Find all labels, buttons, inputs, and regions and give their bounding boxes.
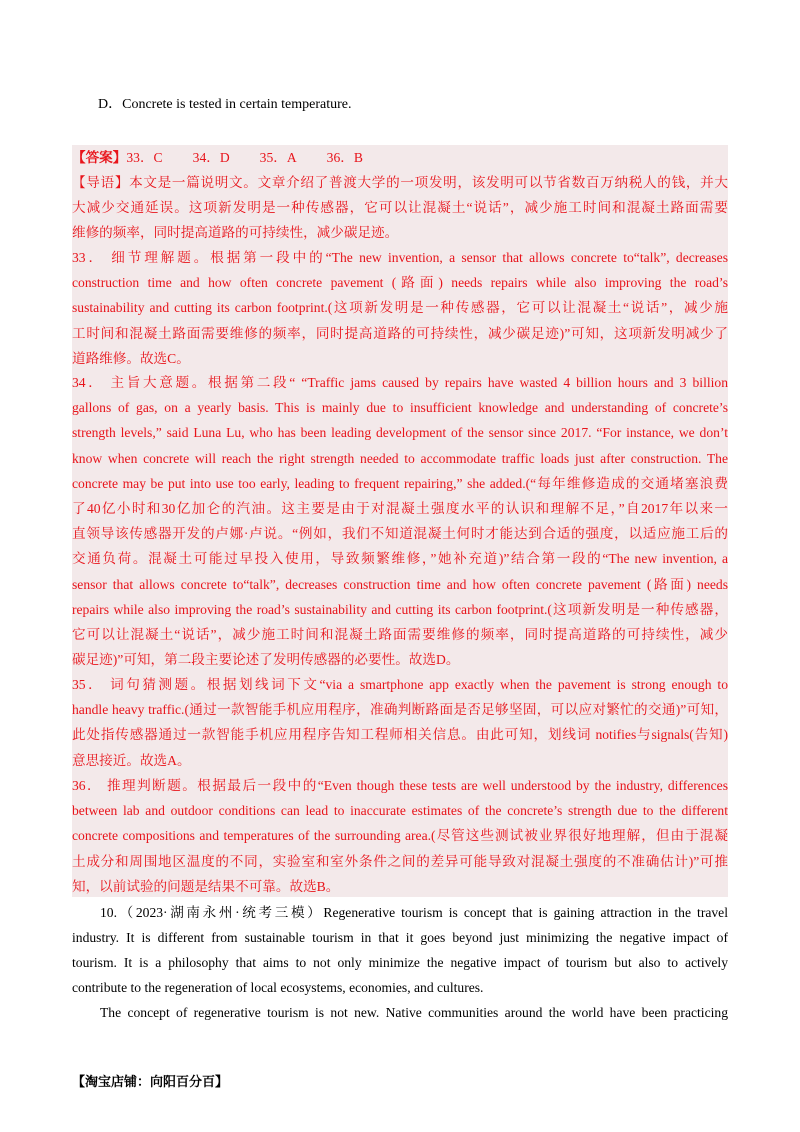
question-line: 10.（2023·湖南永州·统考三模）Regenerative tourism is concept that is gaining attraction in the travel — [100, 905, 728, 920]
explanation-line: repairs while also improving the road’s sustainability and cutting its carbon footprint.(这项新发明是一种传感器， — [72, 601, 728, 617]
explanation-line: concrete compositions and temperatures of the surrounding area.(尽管这些测试被业界很好地理解，但由于混凝 — [72, 828, 728, 844]
answer-key — [72, 145, 728, 170]
explanation-line: 土成分和周围地区温度的不同，实验室和室外条件之间的差异可能导致对混凝土强度的不准确估计)”可推 — [72, 853, 728, 869]
question-line: contribute to the regeneration of local ecosystems, economies, and cultures. — [72, 980, 484, 995]
explanation-line: 工时间和混凝土路面需要维修的频率，同时提高道路的可持续性，减少碳足迹)”可知，这项新发明减少了 — [72, 325, 728, 341]
guide-line: 大减少交通延误。这项新发明是一种传感器，它可以让混凝土“说话”，减少施工时间和混凝土路面需要 — [72, 200, 728, 216]
explanation-line: know when concrete will reach the right strength needed to accommodate traffic loads just after construction. The — [72, 450, 728, 466]
guide-paragraph — [72, 170, 728, 246]
explanation-34 — [72, 370, 728, 672]
explanation-line: 它可以让混凝土“说话”，减少施工时间和混凝土路面需要维修的频率，同时提高道路的可持续性，减少 — [72, 626, 728, 642]
answer-tag: 【答案】 — [72, 150, 127, 165]
explanation-line: sustainability and cutting its carbon footprint.(这项新发明是一种传感器，它可以让混凝土“说话”，减少施 — [72, 300, 728, 316]
explanation-line: 直领导该传感器开发的卢娜·卢说。“例如，我们不知道混凝土何时才能达到合适的强度，以适应施工后的 — [72, 526, 728, 542]
explanation-line: 34． 主旨大意题。根据第二段“ “Traffic jams caused by repairs have wasted 4 billion hours and 3 billion — [72, 375, 728, 390]
explanation-line: 交通负荷。混凝土可能过早投入使用，导致频繁维修，”她补充道)”结合第一段的“The new invention, a — [72, 551, 728, 567]
option-d: D．Concrete is tested in certain temperature. — [98, 97, 352, 112]
explanation-line: 道路维修。故选C。 — [72, 350, 190, 366]
explanation-line: 意思接近。故选A。 — [72, 752, 191, 768]
guide-line: 【导语】本文是一篇说明文。文章介绍了普渡大学的一项发明，该发明可以节省数百万纳税人的钱，并大 — [72, 175, 728, 190]
explanation-line: gallons of gas, on a yearly basis. This is mainly due to insufficient knowledge and understanding of concrete’s — [72, 400, 728, 416]
answer-item: 34．D — [192, 150, 230, 165]
explanation-line: handle heavy traffic.(通过一款智能手机应用程序，准确判断路面是否足够坚固，可以应对繁忙的交通)”可知， — [72, 702, 728, 718]
explanation-line: construction time and how often concrete pavement (路面) needs repairs while also improving the road’s — [72, 275, 728, 291]
question-10 — [72, 900, 728, 1025]
explanation-line: 了40亿小时和30亿加仑的汽油。这主要是由于对混凝土强度水平的认识和理解不足，”自2017年以来一 — [72, 500, 728, 516]
footer-shop-label: 【淘宝店铺：向阳百分百】 — [72, 1074, 229, 1089]
explanation-36 — [72, 773, 728, 899]
explanation-line: 此处指传感器通过一款智能手机应用程序告知工程师相关信息。由此可知，划线词 notifies与signals(告知) — [72, 727, 728, 743]
explanation-line: 36． 推理判断题。根据最后一段中的“Even though these tests are well understood by the industry, differences — [72, 778, 728, 793]
answer-item: 36．B — [326, 150, 363, 165]
explanation-line: strength levels,” said Luna Lu, who has been leading development of the sensor since 2017. “For instance, we don’t — [72, 425, 728, 441]
question-line: industry. It is different from sustainable tourism in that it goes beyond just minimizing the negative impact of — [72, 930, 728, 945]
question-line: The concept of regenerative tourism is not new. Native communities around the world have been practicing — [100, 1005, 728, 1020]
explanation-line: sensor that allows concrete to“talk”, decreases construction time and how often concrete pavement (路面) needs — [72, 576, 728, 592]
explanation-line: concrete may be put into use too early, leading to frequent repairing,” she added.(“每年维修造成的交通堵塞浪费 — [72, 475, 728, 491]
guide-line: 维修的频率，同时提高道路的可持续性，减少碳足迹。 — [72, 225, 399, 241]
question-line: tourism. It is a philosophy that aims to not only minimize the negative impact of tourism but also to actively — [72, 955, 728, 970]
answer-item: 35．A — [259, 150, 297, 165]
explanation-line: between lab and outdoor conditions can lead to inaccurate estimates of the concrete’s strength due to the different — [72, 803, 728, 819]
explanation-line: 碳足迹)”可知，第二段主要论述了发明传感器的必要性。故选D。 — [72, 652, 460, 668]
explanation-line: 35． 词句猜测题。根据划线词下文“via a smartphone app exactly when the pavement is strong enough to — [72, 677, 728, 692]
explanation-35 — [72, 672, 728, 773]
answer-item: 33．C — [126, 150, 163, 165]
explanation-line: 33． 细节理解题。根据第一段中的“The new invention, a sensor that allows concrete to“talk”, decreases — [72, 250, 728, 265]
explanation-line: 知，以前试验的问题是结果不可靠。故选B。 — [72, 878, 340, 894]
explanation-33 — [72, 245, 728, 371]
